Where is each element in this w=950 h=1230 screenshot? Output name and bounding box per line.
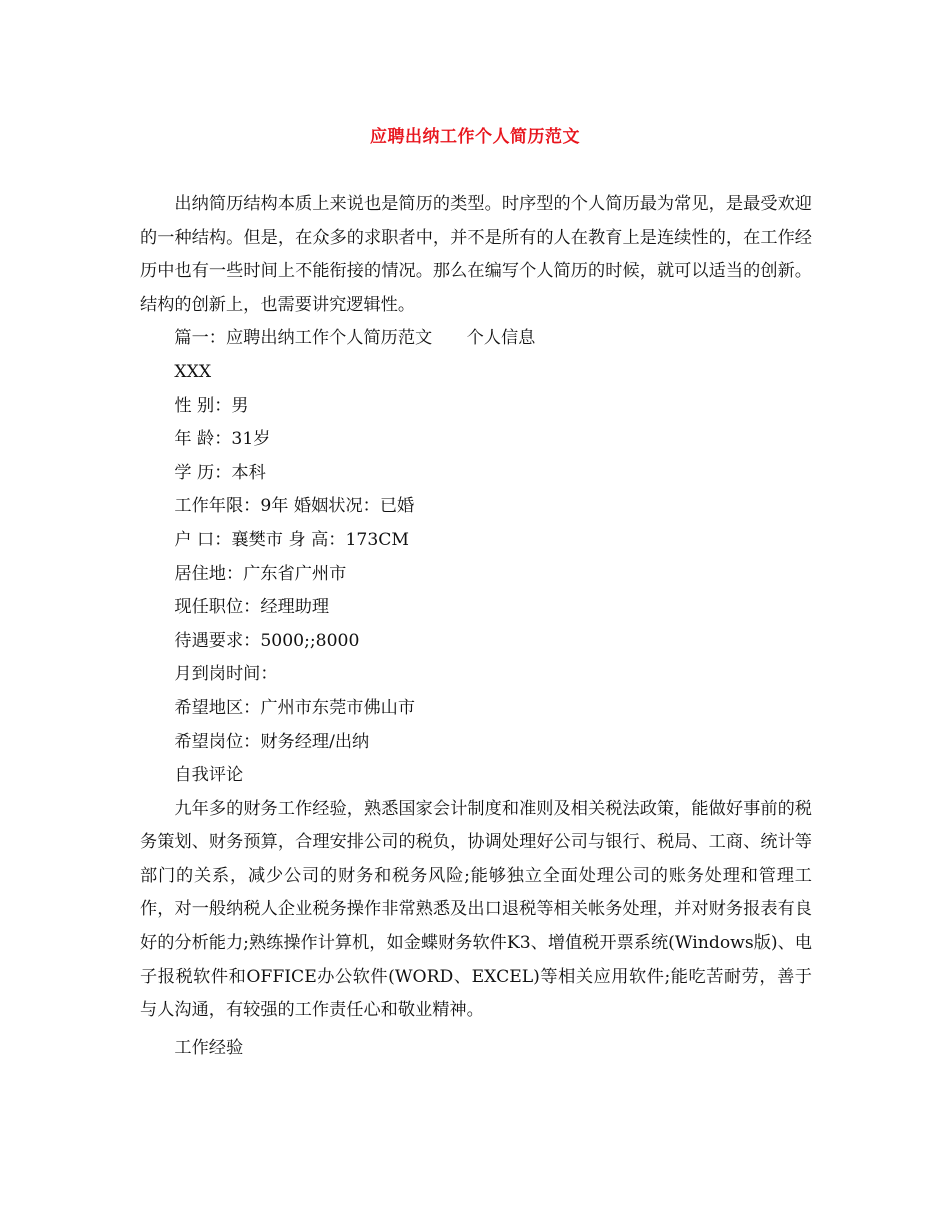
info-line-region: 希望地区：广州市东莞市佛山市 [174, 697, 416, 718]
info-line-gender: 性 别：男 [174, 395, 249, 416]
work-heading: 工作经验 [174, 1037, 244, 1058]
info-line-start-time: 月到岗时间： [174, 664, 278, 685]
info-line-education: 学 历：本科 [174, 462, 266, 483]
info-line-age: 年 龄：31岁 [174, 429, 271, 450]
info-line-salary: 待遇要求：5000;;8000 [174, 630, 360, 651]
document-title: 应聘出纳工作个人简历范文 [370, 127, 580, 147]
self-eval-heading: 自我评论 [174, 765, 244, 786]
info-line-desired-position: 希望岗位：财务经理/出纳 [174, 731, 370, 752]
info-line-current-position: 现任职位：经理助理 [174, 597, 330, 618]
section-heading: 篇一：应聘出纳工作个人简历范文 个人信息 [174, 328, 536, 349]
info-line-work-years: 工作年限：9年 婚姻状况：已婚 [174, 496, 415, 517]
document-body [140, 188, 812, 1065]
intro-paragraph: 出纳简历结构本质上来说也是简历的类型。时序型的个人简历最为常见，是最受欢迎的一种结构。但是，在众多的求职者中，并不是所有的人在教育上是连续性的，在工作经历中也有一些时间上不能衔接的情况。那么在编写个人简历的时候，就可以适当的创新。结构的创新上，也需要讲究逻辑性。 [140, 194, 812, 315]
info-line-name: XXX [174, 361, 212, 382]
self-eval-paragraph: 九年多的财务工作经验，熟悉国家会计制度和准则及相关税法政策，能做好事前的税务策划、财务预算，合理安排公司的税负，协调处理好公司与银行、税局、工商、统计等部门的关系，减少公司的财务和税务风险;能够独立全面处理公司的账务处理和管理工作，对一般纳税人企业税务操作非常熟悉及出口退税等相关帐务处理，并对财务报表有良好的分析能力;熟练操作计算机，如金蝶财务软件K3、增值税开票系统(Windows版)、电子报税软件和OFFICE办公软件(WORD、EXCEL)等相关应用软件;能吃苦耐劳，善于与人沟通，有较强的工作责任心和敬业精神。 [140, 798, 812, 1021]
info-line-residence: 居住地：广东省广州市 [174, 563, 347, 584]
info-line-hukou: 户 口：襄樊市 身 高：173CM [174, 529, 410, 550]
